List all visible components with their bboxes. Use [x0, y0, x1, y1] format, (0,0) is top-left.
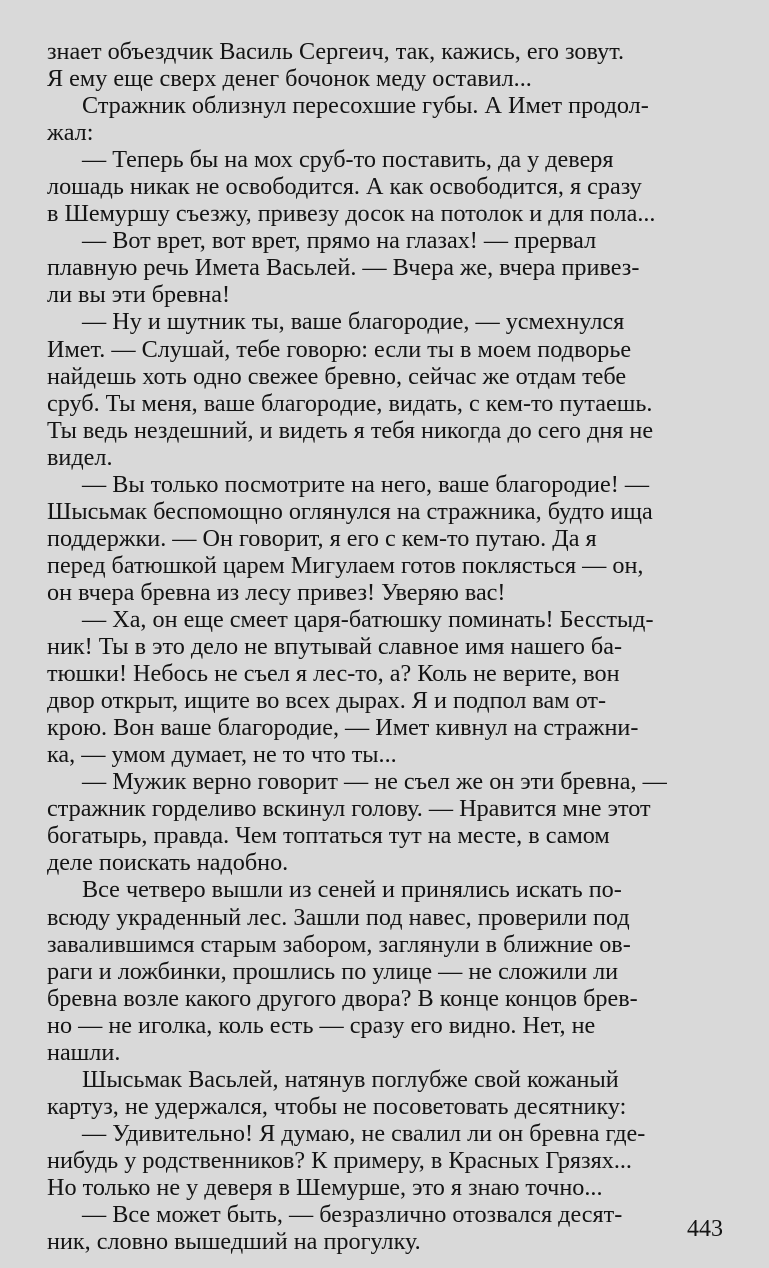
paragraph: — Мужик верно говорит — не съел же он эти бревна, — стражник горделиво вскинул голову. — Нравится мне этот богатырь, правда. Чем топтаться тут на месте, в самом деле поискать надобно. [47, 768, 667, 877]
paragraph: Шысьмак Васьлей, натянув поглубже свой кожаный картуз, не удержался, чтобы не посоветовать десятнику: [47, 1065, 627, 1120]
page-number: 443 [687, 1216, 723, 1242]
body-text [47, 38, 723, 1255]
paragraph: — Удивительно! Я думаю, не свалил ли он бревна где- нибудь у родственников? К примеру, в Красных Грязях... Но только не у деверя в Шемурше, это я знаю точно... [47, 1119, 646, 1201]
paragraph: Все четверо вышли из сеней и принялись искать по- всюду украденный лес. Зашли под навес, проверили под завалившимся старым забором, заглянули в ближние ов- раги и ложбинки, прошлись по улице — не сложили ли бревна возле какого другого двора? В конце концов брев- но — не иголка, коль есть — сразу его видно. Нет, не нашли. [47, 876, 638, 1066]
paragraph: — Вы только посмотрите на него, ваше благородие! — Шысьмак беспомощно оглянулся на стражника, будто ища поддержки. — Он говорит, я его с кем-то путаю. Да я перед батюшкой царем Мигулаем готов поклясться — он, он вчера бревна из лесу привез! Уверяю вас! [47, 470, 653, 606]
paragraph: — Теперь бы на мох сруб-то поставить, да у деверя лошадь никак не освободится. А как освободится, я сразу в Шемуршу съезжу, привезу досок на потолок и для пола... [47, 146, 656, 228]
paragraph: — Все может быть, — безразлично отозвался десят- ник, словно вышедший на прогулку. [47, 1201, 623, 1256]
paragraph: — Ха, он еще смеет царя-батюшку поминать! Бесстыд- ник! Ты в это дело не впутывай славное имя нашего ба- тюшки! Небось не съел я лес-то, а? Коль не верите, вон двор открыт, ищите во всех дырах. Я и подпол вам от- крою. Вон ваше благородие, — Имет кивнул на стражни- ка, — умом думает, не то что ты... [47, 605, 654, 769]
paragraph: — Вот врет, вот врет, прямо на глазах! — прервал плавную речь Имета Васьлей. — Вчера же, вчера привез- ли вы эти бревна! [47, 227, 640, 309]
paragraph: Стражник облизнул пересохшие губы. А Имет продол- жал: [47, 92, 649, 147]
paragraph: знает объездчик Василь Сергеич, так, кажись, его зовут. Я ему еще сверх денег бочонок меду оставил... [47, 38, 625, 93]
paragraph: — Ну и шутник ты, ваше благородие, — усмехнулся Имет. — Слушай, тебе говорю: если ты в моем подворье найдешь хоть одно свежее бревно, сейчас же отдам тебе сруб. Ты меня, ваше благородие, видать, с кем-то путаешь. Ты ведь нездешний, и видеть я тебя никогда до сего дня не видел. [47, 308, 654, 471]
